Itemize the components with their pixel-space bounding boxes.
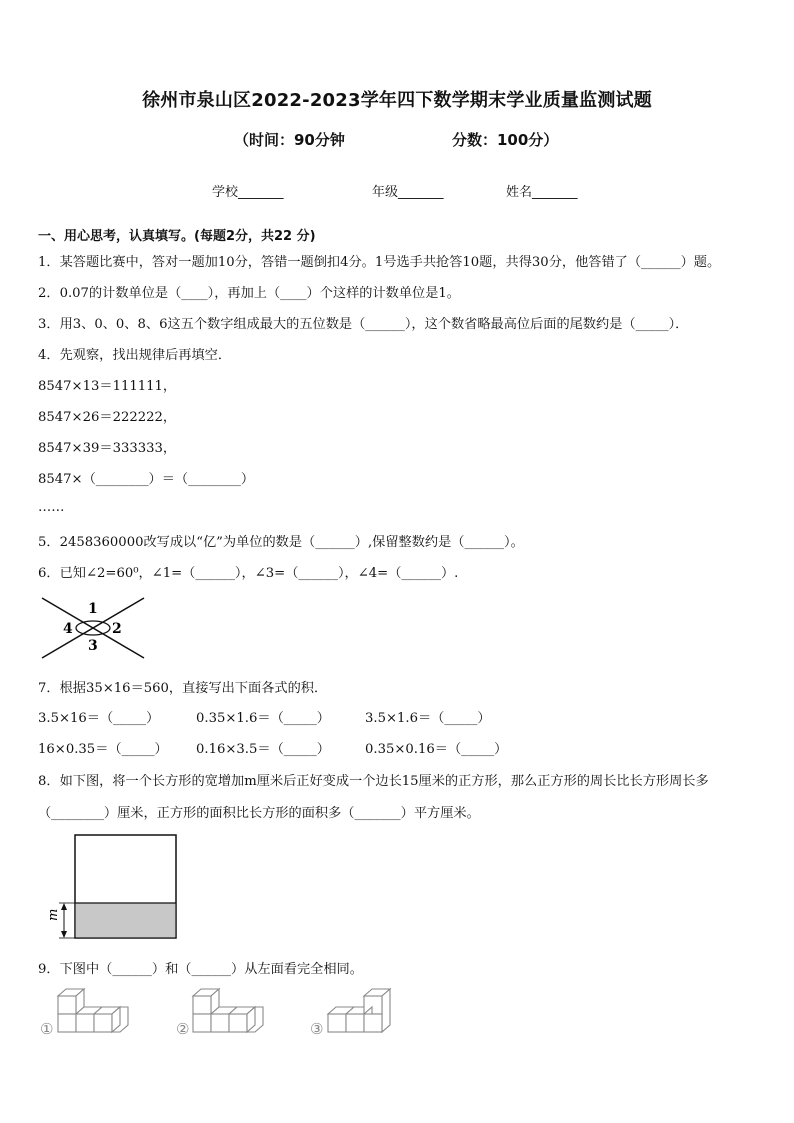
question-1: 1．某答题比赛中，答对一题加10分，答错一题倒扣4分。1号选手共抢答10题，共得30分，他答错了（______）题。 <box>38 255 721 270</box>
question-7-item-f: 0.35×0.16＝（_____） <box>365 742 508 757</box>
question-7-item-d: 16×0.35＝（_____） <box>38 742 168 757</box>
page-title: 徐州市泉山区2022-2023学年四下数学期末学业质量监测试题 <box>142 90 652 111</box>
question-7-item-a: 3.5×16＝（_____） <box>38 711 160 726</box>
question-9: 9．下图中（______）和（______）从左面看完全相同。 <box>38 962 363 977</box>
name-field: 姓名_______ <box>506 185 578 200</box>
question-4: 4．先观察，找出规律后再填空． <box>38 348 232 363</box>
angle-label-4: 4 <box>63 621 73 637</box>
school-field: 学校_______ <box>212 185 284 200</box>
question-7-item-e: 0.16×3.5＝（_____） <box>196 742 330 757</box>
question-8-line-1: 8．如下图，将一个长方形的宽增加m厘米后正好变成一个边长15厘米的正方形，那么正方形的周长比长方形周长多 <box>38 774 709 789</box>
added-width-strip <box>76 903 176 937</box>
cube-stack-3 <box>328 989 390 1032</box>
cube-label-2: ② <box>176 1020 190 1038</box>
angle-label-1: 1 <box>88 601 98 617</box>
angle-label-3: 3 <box>88 638 98 654</box>
total-score: 分数：100分） <box>452 131 559 149</box>
angle-figure <box>38 596 148 662</box>
cube-figures <box>38 984 408 1044</box>
question-7: 7．根据35×16＝560，直接写出下面各式的积． <box>38 681 328 696</box>
question-3: 3．用3、0、0、8、6这五个数字组成最大的五位数是（______），这个数省略最高位后面的尾数约是（_____）． <box>38 317 689 332</box>
rectangle-figure <box>44 834 180 942</box>
question-6: 6．已知∠2=60⁰，∠1=（______），∠3=（______），∠4=（______）. <box>38 566 459 581</box>
cube-label-1: ① <box>40 1020 54 1038</box>
grade-field: 年级_______ <box>372 185 444 200</box>
cube-label-3: ③ <box>310 1020 324 1038</box>
arrow-down-icon <box>61 931 67 938</box>
question-7-item-c: 3.5×1.6＝（_____） <box>365 711 491 726</box>
question-2: 2．0.07的计数单位是（____），再加上（____）个这样的计数单位是1。 <box>38 286 460 301</box>
question-4-ellipsis: …… <box>38 500 65 515</box>
question-7-item-b: 0.35×1.6＝（_____） <box>196 711 330 726</box>
question-8-line-2: （________）厘米，正方形的面积比长方形的面积多（_______）平方厘米。 <box>38 806 480 821</box>
question-4-line-3: 8547×39＝333333， <box>38 441 177 456</box>
time-limit: （时间：90分钟 <box>234 131 345 149</box>
question-5: 5．2458360000改写成以“亿”为单位的数是（______）,保留整数约是（______）。 <box>38 535 524 550</box>
m-label: m <box>46 908 61 921</box>
question-4-line-4: 8547×（________）＝（________） <box>38 472 255 487</box>
question-4-line-1: 8547×13＝111111， <box>38 379 177 394</box>
angle-label-2: 2 <box>112 621 122 637</box>
section-heading: 一、用心思考，认真填写。(每题2分，共22 分) <box>38 229 316 244</box>
arrow-up-icon <box>61 903 67 910</box>
cube-stack-1 <box>58 989 128 1032</box>
question-4-line-2: 8547×26＝222222， <box>38 410 177 425</box>
cube-stack-2 <box>193 989 263 1032</box>
